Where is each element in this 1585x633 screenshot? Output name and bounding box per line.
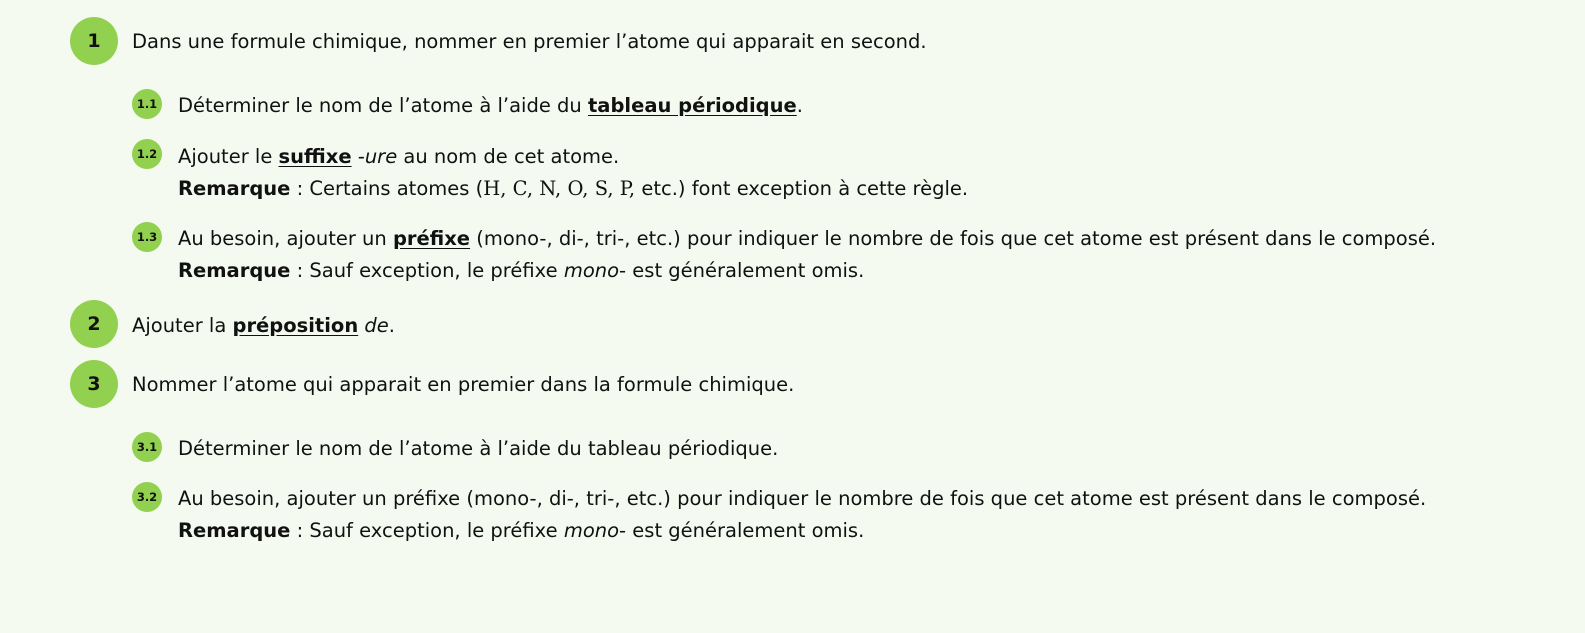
atom-symbols: H, C, N, O, S, P, (483, 177, 636, 200)
substep-number-badge: 3.1 (132, 432, 162, 462)
substep-number-badge: 1.3 (132, 222, 162, 252)
step-text-post: . (388, 314, 395, 337)
remark-text-pre: : Certains atomes ( (290, 177, 484, 200)
remark-label: Remarque (178, 519, 291, 542)
substep-text-post: au nom de cet atome. (397, 145, 620, 168)
remark-text-post: etc.) font exception à cette règle. (635, 177, 969, 200)
keyword-preposition: préposition (232, 314, 359, 337)
substep-text (178, 223, 1436, 287)
step-number-badge: 3 (70, 360, 118, 408)
substep-text-pre: Au besoin, ajouter un (178, 227, 393, 250)
remark-text-post: - est généralement omis. (619, 259, 865, 282)
step-text-pre: Ajouter la (132, 314, 233, 337)
remark-line (178, 255, 1436, 287)
step-text (132, 310, 395, 341)
remark-text-post: - est généralement omis. (619, 519, 865, 542)
remark-line (178, 173, 968, 205)
remark-text-pre: : Sauf exception, le préfixe (290, 519, 564, 542)
prefix-mono: mono (563, 519, 620, 542)
substep-text (178, 90, 803, 122)
substep-text-post: (mono-, di-, tri-, etc.) pour indiquer le nombre de fois que cet atome est présent dans le composé. (470, 227, 1437, 250)
remark-label: Remarque (178, 177, 291, 200)
substep-text-post: . (796, 94, 803, 117)
substep-number-badge: 1.1 (132, 89, 162, 119)
substep-text-pre: Déterminer le nom de l’atome à l’aide du (178, 94, 588, 117)
substep-text-pre: Ajouter le (178, 145, 279, 168)
substep-number-badge: 3.2 (132, 482, 162, 512)
keyword-prefixe: préfixe (392, 227, 471, 250)
step-number-badge: 2 (70, 300, 118, 348)
step-number-badge: 1 (70, 17, 118, 65)
prefix-mono: mono (563, 259, 620, 282)
substep-text (178, 141, 968, 205)
keyword-suffixe: suffixe (278, 145, 352, 168)
preposition-de: de (358, 314, 389, 337)
substep-number-badge: 1.2 (132, 139, 162, 169)
remark-text-pre: : Sauf exception, le préfixe (290, 259, 564, 282)
step-text: Nommer l’atome qui apparait en premier dans la formule chimique. (132, 373, 795, 396)
keyword-tableau-periodique: tableau périodique (587, 94, 797, 117)
substep-text-main: Au besoin, ajouter un préfixe (mono-, di-, tri-, etc.) pour indiquer le nombre de fois que cet atome est présent dans le composé. (178, 487, 1427, 510)
substep-text (178, 483, 1426, 547)
step-text: Dans une formule chimique, nommer en premier l’atome qui apparait en second. (132, 30, 927, 53)
substep-text: Déterminer le nom de l’atome à l’aide du tableau périodique. (178, 437, 779, 460)
remark-label: Remarque (178, 259, 291, 282)
suffix-ure: -ure (351, 145, 398, 168)
remark-line (178, 515, 1426, 547)
